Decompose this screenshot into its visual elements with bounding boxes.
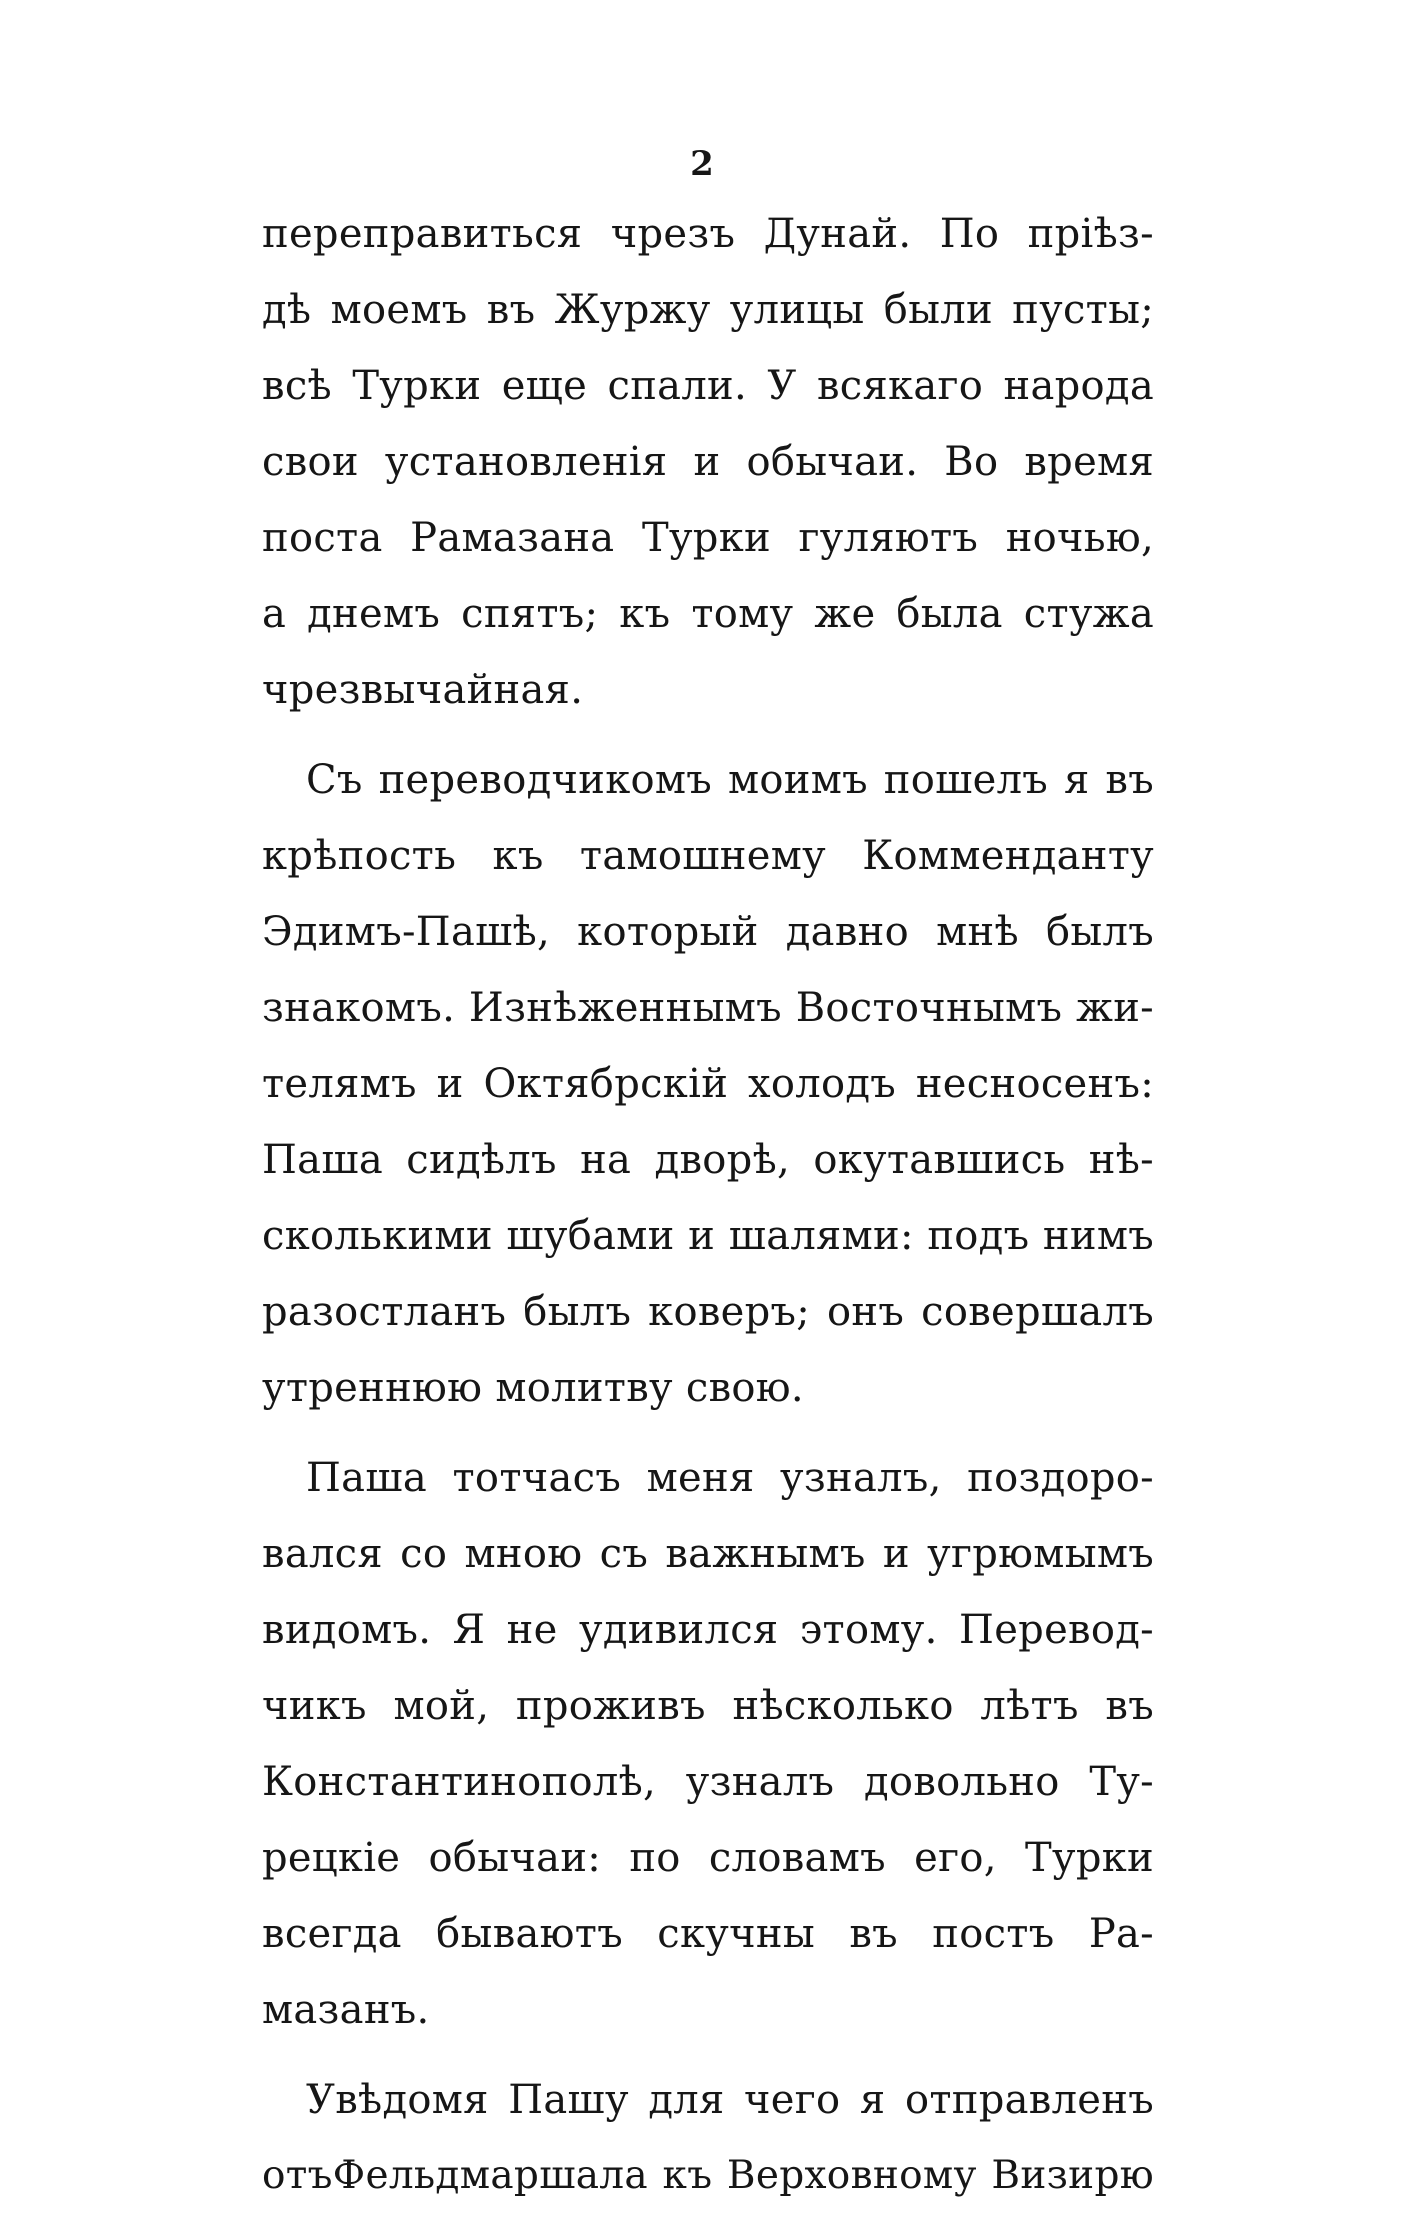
text-line: Эдимъ-Пашѣ, который давно мнѣ былъ <box>262 909 1154 955</box>
paragraph-2 <box>262 742 1154 1426</box>
paragraph-gap <box>262 2048 1154 2062</box>
text-line: дѣ моемъ въ Журжу улицы были пусты; <box>262 287 1154 333</box>
text-line: Паша тотчасъ меня узналъ, поздоро- <box>306 1455 1154 1501</box>
text-line: отъФельдмаршала къ Верховному Визирю <box>262 2153 1154 2198</box>
paragraph-3 <box>262 1440 1154 2048</box>
text-line: знакомъ. Изнѣженнымъ Восточнымъ жи- <box>262 985 1154 1031</box>
paragraph-gap <box>262 728 1154 742</box>
text-line: свои установленія и обычаи. Во время <box>262 439 1154 485</box>
text-line: разостланъ былъ коверъ; онъ совершалъ <box>262 1289 1154 1335</box>
text-line: вался со мною съ важнымъ и угрюмымъ <box>262 1531 1154 1577</box>
text-line: Паша сидѣлъ на дворѣ, окутавшись нѣ- <box>262 1137 1154 1183</box>
text-line: Константинополѣ, узналъ довольно Ту- <box>262 1759 1154 1805</box>
text-line: Съ переводчикомъ моимъ пошелъ я въ <box>306 757 1154 803</box>
text-line: сколькими шубами и шалями: подъ нимъ <box>262 1213 1154 1259</box>
body-text <box>262 196 1154 2214</box>
text-line: чрезвычайная. <box>262 667 584 713</box>
text-line: поста Рамазана Турки гуляютъ ночью, <box>262 515 1154 561</box>
text-line: мазанъ. <box>262 1987 430 2033</box>
text-line: всегда бываютъ скучны въ постъ Ра- <box>262 1911 1154 1957</box>
text-line: чикъ мой, проживъ нѣсколько лѣтъ въ <box>262 1683 1154 1729</box>
text-line: видомъ. Я не удивился этому. Перевод- <box>262 1607 1154 1653</box>
text-line: Увѣдомя Пашу для чего я отправленъ <box>306 2077 1154 2123</box>
paragraph-4 <box>262 2062 1154 2214</box>
text-line: крѣпость къ тамошнему Комменданту <box>262 833 1154 879</box>
text-line: всѣ Турки еще спали. У всякаго народа <box>262 363 1154 409</box>
text-line: телямъ и Октябрскій холодъ несносенъ: <box>262 1061 1154 1107</box>
text-line: а днемъ спятъ; къ тому же была стужа <box>262 591 1154 637</box>
paragraph-1 <box>262 196 1154 728</box>
page-number: 2 <box>690 144 714 184</box>
text-line: переправиться чрезъ Дунай. По пріѣз- <box>262 211 1154 257</box>
text-line: утреннюю молитву свою. <box>262 1365 804 1411</box>
text-line: рецкіе обычаи: по словамъ его, Турки <box>262 1835 1154 1881</box>
paragraph-gap <box>262 1426 1154 1440</box>
